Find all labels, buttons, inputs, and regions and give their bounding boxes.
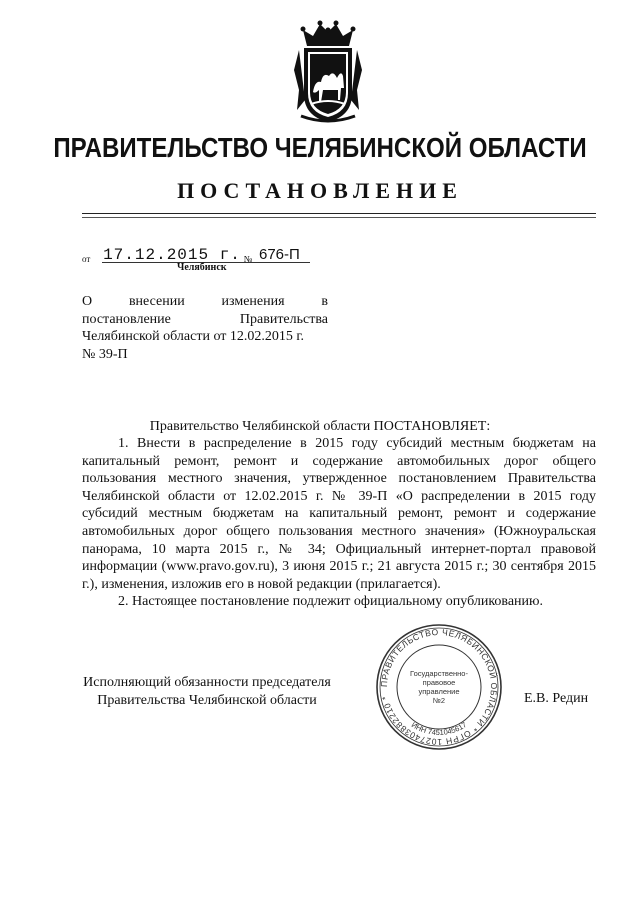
stamp-outer-text: ПРАВИТЕЛЬСТВО ЧЕЛЯБИНСКОЙ ОБЛАСТИ * ОГРН 1027403882210 * <box>378 626 500 748</box>
document-date: 17.12.2015 г. <box>103 246 241 264</box>
city-label: Челябинск <box>177 262 227 273</box>
subject-line: № 39-П <box>82 346 128 362</box>
resolution-item-1: 1. Внести в распределение в 2015 году субсидий местным бюджетам на капитальный ремонт, ремонт и содержание автомобильных дорог общего пользования местного значения, утвержденное постановлением Правительства Челябинской области от 12.02.2015 г. № 39-П «О распределении в 2015 году субсидий местным бюджетам на капитальный ремонт, ремонт и содержание автомобильных дорог общего пользования местного значения» (Южноуральская панорама, 10 марта 2015 г., № 34; Официальный интернет-портал правовой информации (www.pravo.gov.ru), 3 июня 2015 г.; 21 августа 2015 г.; 30 сентября 2015 г.), изменения, изложив его в новой редакции (прилагается). <box>82 436 596 592</box>
resolution-body <box>82 435 596 611</box>
government-title: ПРАВИТЕЛЬСТВО ЧЕЛЯБИНСКОЙ ОБЛАСТИ <box>53 132 587 163</box>
position-line: Исполняющий обязанности председателя <box>83 675 331 690</box>
number-label: № <box>243 254 253 264</box>
resolution-intro: Правительство Челябинской области ПОСТАНОВЛЯЕТ: <box>149 419 491 434</box>
stamp-inner-line: правовое <box>422 678 456 687</box>
subject-line: постановление Правительства <box>82 311 328 327</box>
signatory-name: Е.В. Редин <box>524 691 589 706</box>
stamp-inner-line: Государственно- <box>410 669 468 678</box>
official-stamp-seal <box>374 622 504 752</box>
header-divider <box>82 213 596 214</box>
position-line: Правительства Челябинской области <box>97 693 317 708</box>
subject-line: О внесении изменения в <box>82 294 328 309</box>
from-label: от <box>82 254 91 264</box>
stamp-inn: ИНН 7451045617 <box>409 720 469 738</box>
resolution-item-2: 2. Настоящее постановление подлежит официальному опубликованию. <box>118 594 543 610</box>
document-subject <box>82 293 328 363</box>
coat-of-arms-icon <box>293 20 363 124</box>
document-number: 676-П <box>259 246 300 263</box>
signatory-position <box>82 674 332 710</box>
header-divider-thin <box>82 217 596 218</box>
stamp-inner-line: №2 <box>432 696 446 705</box>
subject-line: Челябинской области от 12.02.2015 г. <box>82 329 305 344</box>
document-type-title: ПОСТАНОВЛЕНИЕ <box>177 178 463 203</box>
stamp-inner-line: управление <box>418 687 460 696</box>
